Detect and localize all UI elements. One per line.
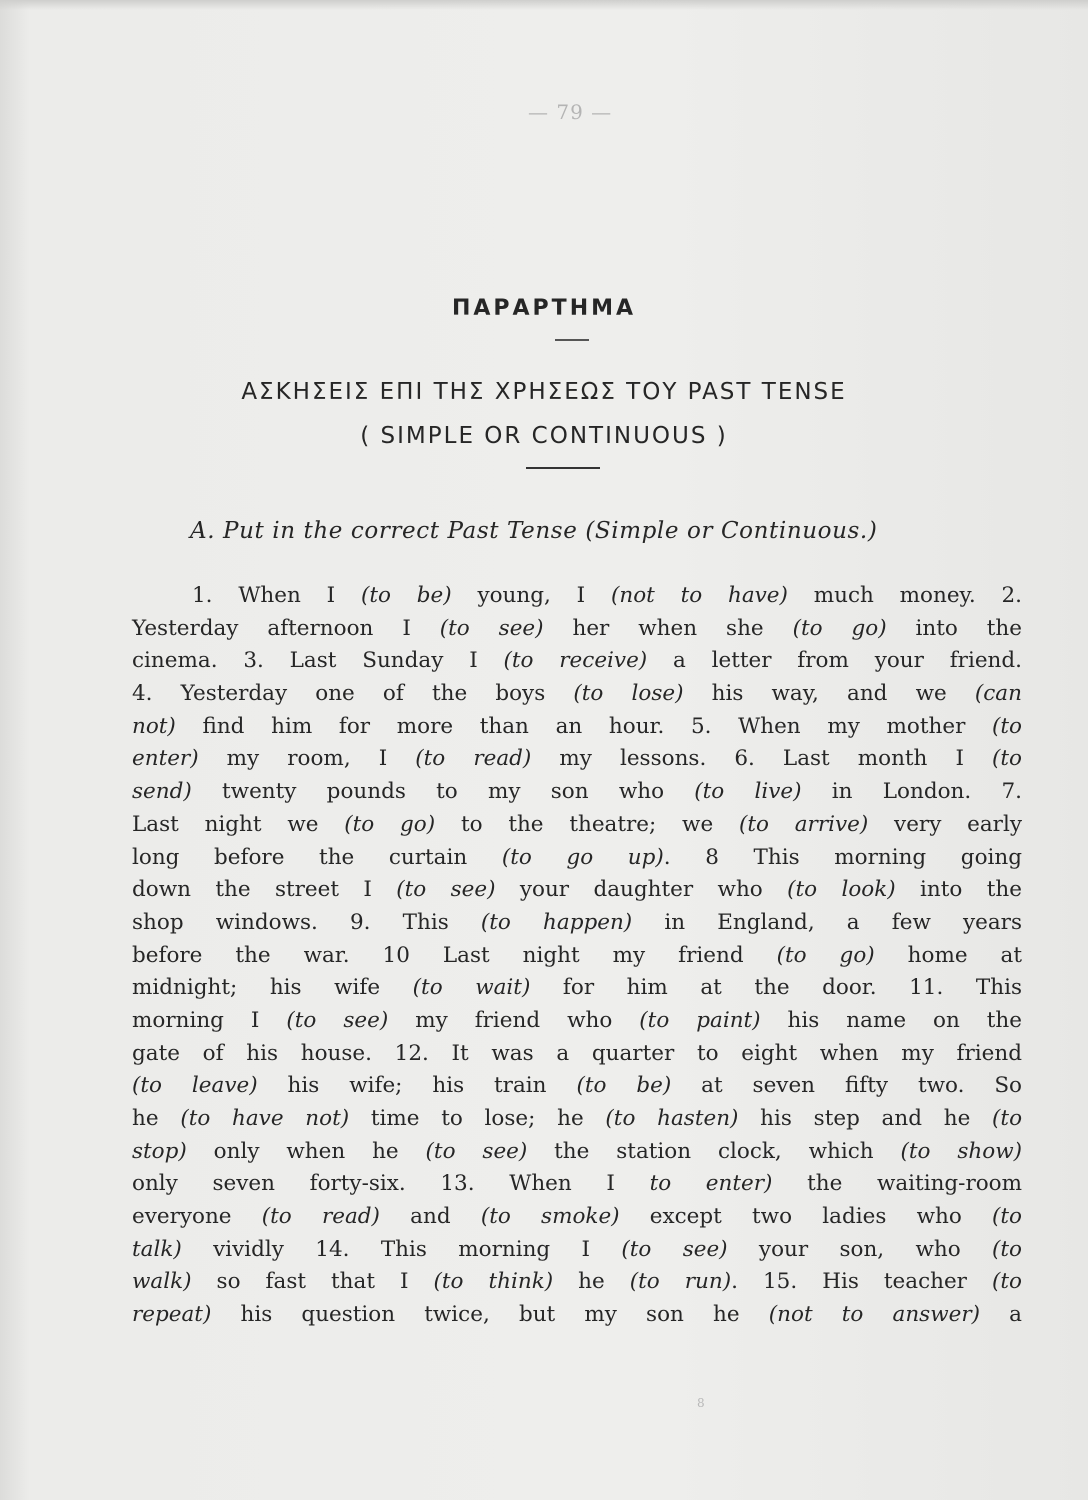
exercise-line: before the war. 10 Last night my friend (to go) home at xyxy=(132,942,1022,968)
verb-prompt: (to xyxy=(992,1204,1022,1230)
verb-prompt: (to go) xyxy=(776,942,875,968)
verb-prompt: walk) xyxy=(132,1269,192,1295)
exercise-line: 4. Yesterday one of the boys (to lose) his way, and we (can xyxy=(132,681,1022,707)
verb-prompt: (to receive) xyxy=(503,648,648,674)
verb-prompt: (to paint) xyxy=(639,1007,761,1033)
verb-prompt: (to go) xyxy=(792,615,887,641)
verb-prompt: stop) xyxy=(132,1138,187,1164)
title-underline-mark xyxy=(555,339,589,341)
section-divider xyxy=(526,467,600,469)
verb-prompt: (to leave) xyxy=(132,1073,258,1099)
verb-prompt: (to happen) xyxy=(480,909,633,935)
exercise-line: midnight; his wife (to wait) for him at the door. 11. This xyxy=(132,975,1022,1001)
exercise-line: morning I (to see) my friend who (to paint) his name on the xyxy=(132,1007,1023,1033)
verb-prompt: (to xyxy=(992,746,1023,772)
section-a-title: A. Put in the correct Past Tense (Simple or Continuous.) xyxy=(190,518,878,544)
verb-prompt: (to be) xyxy=(360,583,452,608)
verb-prompt: (to go) xyxy=(344,811,436,837)
verb-prompt: (to be) xyxy=(576,1073,672,1099)
exercise-line: repeat) his question twice, but my son he (not to answer) a xyxy=(132,1302,1022,1328)
verb-prompt: enter) xyxy=(132,746,199,772)
verb-prompt: (to xyxy=(992,1269,1022,1295)
verb-prompt: (to run) xyxy=(629,1269,732,1295)
verb-prompt: (to read) xyxy=(415,746,532,772)
verb-prompt: (not to have) xyxy=(610,583,788,608)
exercise-line: walk) so fast that I (to think) he (to run). 15. His teacher (to xyxy=(132,1269,1022,1295)
exercise-line: enter) my room, I (to read) my lessons. 6. Last month I (to xyxy=(132,746,1023,772)
exercise-line: not) find him for more than an hour. 5. When my mother (to xyxy=(132,713,1022,739)
exercise-line: down the street I (to see) your daughter who (to look) into the xyxy=(132,877,1022,903)
appendix-title xyxy=(0,296,1088,321)
verb-prompt: repeat) xyxy=(132,1302,212,1328)
verb-prompt: (to go up) xyxy=(501,844,664,870)
verb-prompt: (to see) xyxy=(621,1236,728,1262)
verb-prompt: (to lose) xyxy=(573,681,684,707)
exercise-line: Yesterday afternoon I (to see) her when she (to go) into the xyxy=(132,615,1022,641)
verb-prompt: (not to answer) xyxy=(768,1302,981,1328)
verb-prompt: (to see) xyxy=(439,615,544,641)
exercise-line: everyone (to read) and (to smoke) except two ladies who (to xyxy=(132,1204,1022,1230)
verb-prompt: (to have not) xyxy=(180,1106,350,1131)
exercise-subtitle-parenthetical: ( SIMPLE OR CONTINUOUS ) xyxy=(360,423,728,449)
exercise-line: only seven forty-six. 13. When I to enter) the waiting-room xyxy=(132,1171,1022,1197)
exercise-line: gate of his house. 12. It was a quarter to eight when my friend xyxy=(132,1040,1022,1066)
exercise-line: long before the curtain (to go up). 8 This morning going xyxy=(132,844,1022,870)
verb-prompt: (to think) xyxy=(433,1269,554,1295)
exercise-subtitle: ΑΣΚΗΣΕΙΣ ΕΠΙ ΤΗΣ ΧΡΗΣΕΩΣ ΤΟΥ PAST TENSE xyxy=(241,379,847,405)
exercise-paragraph xyxy=(132,580,1022,1332)
exercise-line: shop windows. 9. This (to happen) in England, a few years xyxy=(132,909,1022,935)
verb-prompt: (to look) xyxy=(787,877,896,903)
verb-prompt: to enter) xyxy=(649,1171,773,1197)
verb-prompt: send) xyxy=(132,779,192,805)
exercise-line: Last night we (to go) to the theatre; we (to arrive) very early xyxy=(132,811,1022,837)
verb-prompt: not) xyxy=(132,713,176,739)
verb-prompt: (to see) xyxy=(396,877,496,903)
page-top-edge xyxy=(0,0,1088,10)
verb-prompt: (can xyxy=(974,681,1022,707)
verb-prompt: (to read) xyxy=(261,1204,380,1230)
exercise-line: (to leave) his wife; his train (to be) at seven fifty two. So xyxy=(132,1073,1023,1099)
appendix-title-text: ΠΑΡΑΡΤΗΜΑ xyxy=(451,296,637,321)
verb-prompt: (to arrive) xyxy=(738,811,869,837)
footer-mark: 8 xyxy=(697,1396,705,1410)
exercise-line: send) twenty pounds to my son who (to live) in London. 7. xyxy=(132,779,1022,805)
exercise-line: stop) only when he (to see) the station clock, which (to show) xyxy=(132,1138,1022,1164)
verb-prompt: (to xyxy=(992,1236,1023,1262)
verb-prompt: talk) xyxy=(132,1236,182,1262)
verb-prompt: (to show) xyxy=(900,1138,1022,1164)
verb-prompt: (to xyxy=(992,1106,1023,1131)
exercise-line: 1. When I (to be) young, I (not to have) much money. 2. xyxy=(192,583,1023,608)
verb-prompt: (to see) xyxy=(286,1007,389,1033)
verb-prompt: (to wait) xyxy=(412,975,531,1001)
exercise-line: he (to have not) time to lose; he (to hasten) his step and he (to xyxy=(132,1106,1023,1131)
verb-prompt: (to xyxy=(992,713,1022,739)
exercise-line: talk) vividly 14. This morning I (to see) your son, who (to xyxy=(132,1236,1023,1262)
verb-prompt: (to see) xyxy=(425,1138,528,1164)
verb-prompt: (to live) xyxy=(694,779,802,805)
page-number: — 79 — xyxy=(528,100,613,124)
verb-prompt: (to smoke) xyxy=(480,1204,620,1230)
verb-prompt: (to hasten) xyxy=(605,1106,739,1131)
exercise-line: cinema. 3. Last Sunday I (to receive) a letter from your friend. xyxy=(132,648,1022,674)
